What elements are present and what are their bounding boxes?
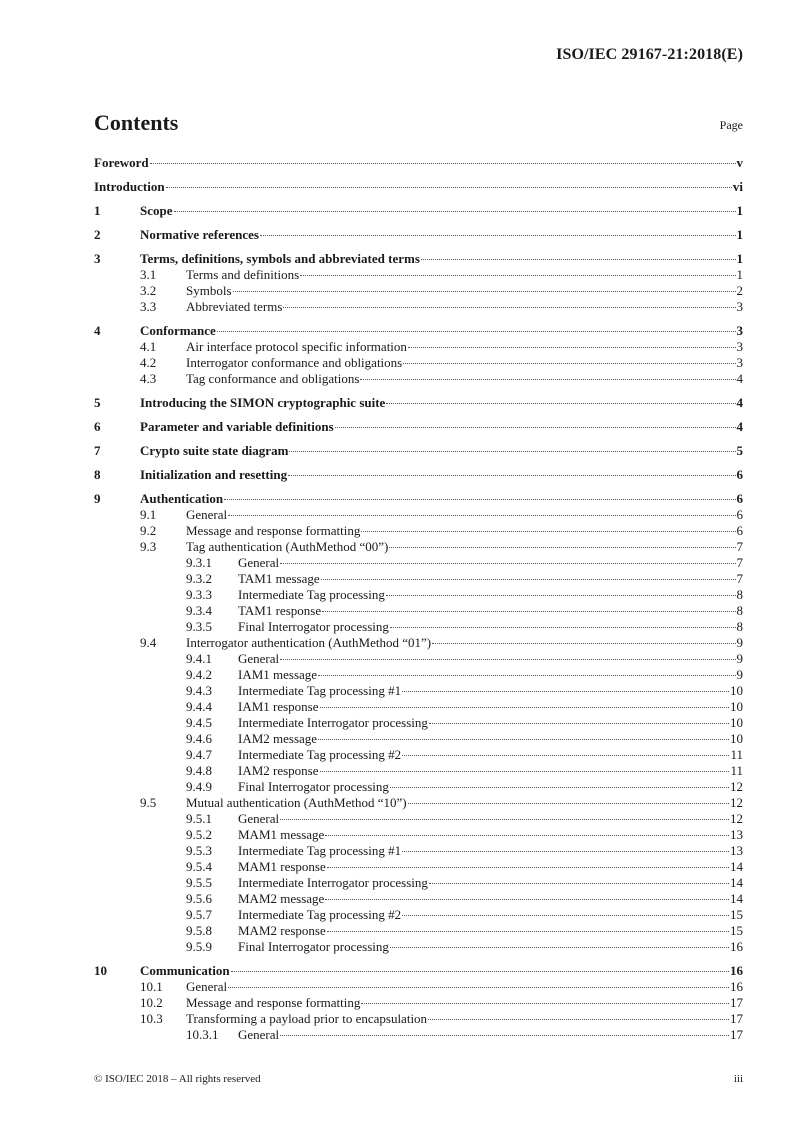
toc-entry-page[interactable]: 3 [736,323,743,338]
toc-entry-page[interactable]: 14 [730,875,743,890]
toc-entry-page[interactable]: 7 [736,571,743,586]
dot-leader [403,363,735,364]
toc-entry-title[interactable]: MAM2 response [238,923,326,938]
toc-entry[interactable] [94,979,743,995]
toc-entry-title[interactable]: IAM2 response [238,763,319,778]
toc-entry[interactable] [94,651,743,667]
toc-entry-number: 4 [94,323,101,338]
toc-entry-title[interactable]: MAM1 message [238,827,325,842]
toc-entry-number: 9.3 [140,539,157,554]
toc-entry-number: 9.3.2 [186,571,212,586]
toc-entry-title[interactable]: Conformance [140,323,216,338]
toc-entry-number: 9.4.5 [186,715,212,730]
toc-entry-page[interactable]: vi [732,179,743,194]
toc-entry[interactable] [94,811,743,827]
toc-entry[interactable] [94,667,743,683]
toc-entry-number: 5 [94,395,101,410]
dot-leader [408,803,729,804]
dot-leader [224,499,735,500]
toc-entry-title[interactable]: Terms and definitions [186,267,300,282]
toc-entry-number: 3.1 [140,267,157,282]
dot-leader [233,291,736,292]
toc-entry-number: 8 [94,467,101,482]
toc-entry-title[interactable]: Message and response formatting [186,523,361,538]
toc-entry-title[interactable]: IAM2 message [238,731,318,746]
toc-entry-title[interactable]: Interrogator conformance and obligations [186,355,403,370]
toc-entry-page[interactable]: 10 [730,715,743,730]
toc-entry-page[interactable]: 1 [736,251,743,266]
toc-entry-page[interactable]: 12 [730,779,743,794]
toc-entry-number: 9.3.5 [186,619,212,634]
dot-leader [318,739,729,740]
toc-entry-number: 9.4.2 [186,667,212,682]
toc-entry[interactable] [94,283,743,299]
toc-entry-title[interactable]: Intermediate Tag processing #1 [238,843,402,858]
toc-entry-number: 10 [94,963,107,978]
toc-entry-page[interactable]: 2 [736,283,743,298]
dot-leader [228,987,729,988]
toc-entry-number: 4.2 [140,355,157,370]
toc-entry[interactable] [94,355,743,371]
toc-entry-page[interactable]: 9 [736,667,743,682]
toc-entry-title[interactable]: General [238,555,280,570]
dot-leader [402,755,729,756]
toc-entry-page[interactable]: 11 [730,747,743,762]
dot-leader [288,475,735,476]
toc-entry-number: 9.2 [140,523,157,538]
toc-entry[interactable] [94,467,743,483]
dot-leader [335,427,736,428]
toc-entry-number: 9.4.1 [186,651,212,666]
dot-leader [386,403,735,404]
toc-entry[interactable] [94,859,743,875]
toc-entry[interactable] [94,507,743,523]
toc-entry-title[interactable]: Final Interrogator processing [238,619,389,634]
toc-entry[interactable] [94,907,743,923]
dot-leader [327,931,729,932]
toc-entry-title[interactable]: Intermediate Tag processing #2 [238,747,402,762]
dot-leader [231,971,729,972]
toc-entry[interactable] [94,395,743,411]
toc-entry[interactable] [94,763,743,779]
dot-leader [432,643,735,644]
toc-entry-page[interactable]: 12 [730,795,743,810]
toc-entry[interactable] [94,699,743,715]
toc-entry-title[interactable]: Terms, definitions, symbols and abbreviated terms [140,251,420,266]
toc-entry-title[interactable]: TAM1 message [238,571,320,586]
toc-entry[interactable] [94,731,743,747]
toc-entry-page[interactable]: 5 [736,443,743,458]
toc-entry-page[interactable]: 14 [730,891,743,906]
toc-entry[interactable] [94,875,743,891]
toc-entry-title[interactable]: Tag authentication (AuthMethod “00”) [186,539,389,554]
toc-entry[interactable] [94,963,743,979]
toc-entry-number: 10.2 [140,995,163,1010]
toc-entry-title[interactable]: Interrogator authentication (AuthMethod “01”) [186,635,432,650]
toc-entry-title[interactable]: Message and response formatting [186,995,361,1010]
toc-entry-page[interactable]: 3 [736,299,743,314]
toc-entry-page[interactable]: 15 [730,907,743,922]
toc-entry-number: 9.5.2 [186,827,212,842]
toc-entry-title[interactable]: Transforming a payload prior to encapsulation [186,1011,428,1026]
toc-entry-number: 9.3.4 [186,603,212,618]
toc-entry[interactable] [94,155,743,171]
toc-entry-title[interactable]: Final Interrogator processing [238,939,389,954]
toc-entry-page[interactable]: 16 [730,963,743,978]
toc-entry-number: 1 [94,203,101,218]
toc-entry-number: 9.4.7 [186,747,212,762]
toc-entry[interactable] [94,1027,743,1043]
toc-entry-title[interactable]: Intermediate Interrogator processing [238,875,428,890]
toc-entry-title[interactable]: General [186,979,228,994]
toc-entry[interactable] [94,267,743,283]
toc-entry-title[interactable]: Foreword [94,155,149,170]
dot-leader [390,787,729,788]
toc-entry-page[interactable]: 14 [730,859,743,874]
toc-entry-title[interactable]: Air interface protocol specific information [186,339,407,354]
dot-leader [318,675,735,676]
table-of-contents [94,155,743,1043]
toc-entry-title[interactable]: Intermediate Interrogator processing [238,715,428,730]
dot-leader [300,275,735,276]
toc-entry-number: 4.1 [140,339,157,354]
dot-leader [322,611,735,612]
dot-leader [390,627,736,628]
dot-leader [280,1035,729,1036]
dot-leader [408,347,736,348]
toc-entry-number: 9.5.3 [186,843,212,858]
toc-entry[interactable] [94,371,743,387]
dot-leader [361,531,735,532]
toc-entry-page[interactable]: 6 [736,507,743,522]
toc-entry-page[interactable]: 11 [730,763,743,778]
toc-entry-number: 9.1 [140,507,157,522]
dot-leader [390,947,729,948]
toc-entry-page[interactable]: 1 [736,227,743,242]
toc-entry-number: 9.4 [140,635,157,650]
dot-leader [402,915,729,916]
toc-entry[interactable] [94,795,743,811]
dot-leader [228,515,735,516]
toc-entry[interactable] [94,587,743,603]
toc-entry-number: 9.3.1 [186,555,212,570]
toc-entry[interactable] [94,555,743,571]
footer-page-number: iii [733,1073,743,1085]
toc-entry-number: 9.4.4 [186,699,212,714]
toc-entry-number: 3.3 [140,299,157,314]
toc-entry-title[interactable]: Mutual authentication (AuthMethod “10”) [186,795,407,810]
toc-entry[interactable] [94,323,743,339]
toc-entry[interactable] [94,339,743,355]
toc-entry-page[interactable]: 6 [736,467,743,482]
toc-entry-number: 9 [94,491,101,506]
toc-entry[interactable] [94,1011,743,1027]
dot-leader [320,707,729,708]
toc-entry-number: 3.2 [140,283,157,298]
toc-entry-page[interactable]: 4 [736,395,743,410]
dot-leader [280,819,729,820]
toc-entry-number: 2 [94,227,101,242]
toc-entry[interactable] [94,419,743,435]
toc-entry[interactable] [94,891,743,907]
toc-entry-page[interactable]: 17 [730,995,743,1010]
dot-leader [327,867,729,868]
toc-entry-number: 9.5.8 [186,923,212,938]
toc-entry-page[interactable]: 6 [736,491,743,506]
toc-entry-title[interactable]: TAM1 response [238,603,322,618]
toc-entry-title[interactable]: Introduction [94,179,165,194]
toc-entry-number: 4.3 [140,371,157,386]
toc-entry-number: 9.5.9 [186,939,212,954]
toc-entry-title[interactable]: Initialization and resetting [140,467,288,482]
toc-entry-page[interactable]: 10 [730,731,743,746]
toc-entry-title[interactable]: General [186,507,228,522]
dot-leader [321,579,736,580]
dot-leader [389,547,735,548]
toc-entry-page[interactable]: 3 [736,339,743,354]
toc-entry[interactable] [94,635,743,651]
page-column-label: Page [719,118,743,132]
toc-entry-page[interactable]: 7 [736,539,743,554]
toc-entry[interactable] [94,603,743,619]
toc-entry-page[interactable]: 15 [730,923,743,938]
toc-entry-page[interactable]: 7 [736,555,743,570]
toc-entry-number: 10.3.1 [186,1027,219,1042]
contents-heading: Contents [94,110,179,135]
toc-entry[interactable] [94,715,743,731]
dot-leader [260,235,736,236]
toc-entry-page[interactable]: 8 [736,603,743,618]
toc-entry-number: 10.1 [140,979,163,994]
toc-entry-page[interactable]: 13 [730,843,743,858]
toc-entry[interactable] [94,491,743,507]
toc-entry-title[interactable]: Intermediate Tag processing #1 [238,683,402,698]
toc-entry-page[interactable]: 16 [730,979,743,994]
toc-entry-title[interactable]: IAM1 response [238,699,319,714]
dot-leader [361,1003,729,1004]
toc-entry-title[interactable]: MAM1 response [238,859,326,874]
toc-entry[interactable] [94,843,743,859]
toc-entry-number: 10.3 [140,1011,163,1026]
toc-entry-page[interactable]: 8 [736,619,743,634]
dot-leader [283,307,735,308]
document-header-id: ISO/IEC 29167-21:2018(E) [556,46,743,63]
toc-entry[interactable] [94,227,743,243]
toc-entry-title[interactable]: Tag conformance and obligations [186,371,360,386]
toc-entry[interactable] [94,179,743,195]
toc-entry[interactable] [94,571,743,587]
dot-leader [280,659,735,660]
toc-entry-page[interactable]: 17 [730,1011,743,1026]
toc-entry-number: 9.4.9 [186,779,212,794]
toc-entry-number: 9.4.8 [186,763,212,778]
toc-entry[interactable] [94,251,743,267]
toc-entry[interactable] [94,299,743,315]
toc-entry-page[interactable]: 6 [736,523,743,538]
toc-entry-page[interactable]: 12 [730,811,743,826]
toc-entry[interactable] [94,747,743,763]
toc-entry-number: 3 [94,251,101,266]
toc-entry-page[interactable]: 1 [736,203,743,218]
dot-leader [320,771,730,772]
toc-entry-title[interactable]: Authentication [140,491,224,506]
dot-leader [429,723,729,724]
dot-leader [421,259,736,260]
dot-leader [174,211,736,212]
dot-leader [428,1019,729,1020]
toc-entry-title[interactable]: MAM2 message [238,891,325,906]
toc-entry-title[interactable]: Symbols [186,283,232,298]
toc-entry-number: 9.3.3 [186,587,212,602]
toc-entry[interactable] [94,539,743,555]
toc-entry-title[interactable]: Normative references [140,227,259,242]
dot-leader [289,451,735,452]
toc-entry[interactable] [94,939,743,955]
toc-entry-number: 9.4.6 [186,731,212,746]
toc-entry-page[interactable]: 10 [730,699,743,714]
toc-entry-page[interactable]: 17 [730,1027,743,1042]
toc-entry-title[interactable]: Crypto suite state diagram [140,443,289,458]
dot-leader [402,691,729,692]
toc-entry-title[interactable]: Scope [140,203,173,218]
toc-entry-number: 6 [94,419,101,434]
toc-entry-title[interactable]: Final Interrogator processing [238,779,389,794]
toc-entry-number: 9.5.1 [186,811,212,826]
toc-entry-page[interactable]: 3 [736,355,743,370]
dot-leader [402,851,729,852]
toc-entry[interactable] [94,523,743,539]
dot-leader [429,883,729,884]
dot-leader [280,563,735,564]
dot-leader [217,331,736,332]
dot-leader [386,595,736,596]
toc-entry-number: 7 [94,443,101,458]
toc-entry-number: 9.5.5 [186,875,212,890]
toc-entry[interactable] [94,683,743,699]
toc-entry-title[interactable]: Communication [140,963,230,978]
toc-entry-title[interactable]: Introducing the SIMON cryptographic suite [140,395,386,410]
dot-leader [166,187,732,188]
toc-entry-page[interactable]: 4 [736,371,743,386]
dot-leader [325,835,729,836]
toc-entry-page[interactable]: 4 [736,419,743,434]
toc-entry-number: 9.4.3 [186,683,212,698]
toc-entry-page[interactable]: 10 [730,683,743,698]
toc-entry[interactable] [94,443,743,459]
dot-leader [360,379,735,380]
dot-leader [325,899,729,900]
toc-entry-page[interactable]: 9 [736,651,743,666]
toc-entry-page[interactable]: 16 [730,939,743,954]
toc-entry-page[interactable]: 13 [730,827,743,842]
dot-leader [150,163,736,164]
toc-entry[interactable] [94,827,743,843]
toc-entry[interactable] [94,203,743,219]
toc-entry-title[interactable]: General [238,651,280,666]
toc-entry-number: 9.5.6 [186,891,212,906]
toc-entry[interactable] [94,779,743,795]
toc-entry-number: 9.5.7 [186,907,212,922]
toc-entry-title[interactable]: Intermediate Tag processing [238,587,385,602]
toc-entry-title[interactable]: General [238,1027,280,1042]
toc-entry-title[interactable]: IAM1 message [238,667,318,682]
toc-entry-title[interactable]: General [238,811,280,826]
toc-entry-page[interactable]: v [736,155,743,170]
toc-entry-number: 9.5.4 [186,859,212,874]
toc-entry-page[interactable]: 9 [736,635,743,650]
toc-entry[interactable] [94,619,743,635]
toc-entry-page[interactable]: 8 [736,587,743,602]
toc-entry[interactable] [94,923,743,939]
toc-entry-title[interactable]: Abbreviated terms [186,299,283,314]
toc-entry-title[interactable]: Parameter and variable definitions [140,419,334,434]
toc-entry-number: 9.5 [140,795,157,810]
footer-copyright: © ISO/IEC 2018 – All rights reserved [94,1073,261,1085]
toc-entry-title[interactable]: Intermediate Tag processing #2 [238,907,402,922]
toc-entry[interactable] [94,995,743,1011]
toc-entry-page[interactable]: 1 [736,267,743,282]
